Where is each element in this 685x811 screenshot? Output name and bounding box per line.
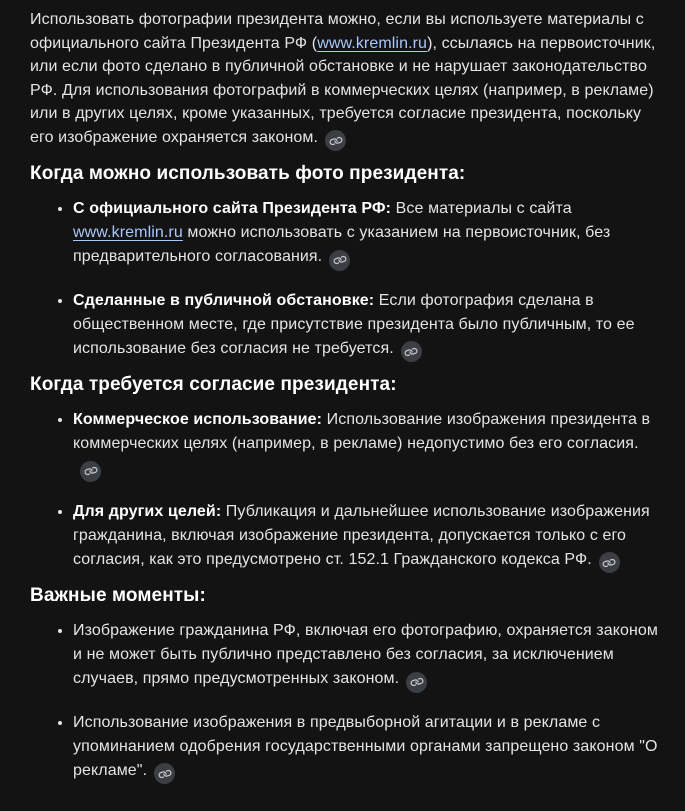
bullet-list-important-points bbox=[30, 619, 660, 784]
list-item bbox=[73, 711, 660, 785]
citation-link-button[interactable] bbox=[325, 130, 346, 151]
link-icon bbox=[409, 674, 425, 690]
intro-paragraph bbox=[30, 8, 660, 151]
bullet-list-consent-required bbox=[30, 408, 660, 573]
section-heading-when-allowed: Когда можно использовать фото президента: bbox=[30, 163, 466, 184]
list-item bbox=[73, 197, 660, 271]
link-icon bbox=[156, 765, 172, 781]
item-lead: Для других целей: bbox=[73, 502, 222, 520]
citation-link-button[interactable] bbox=[329, 250, 350, 271]
list-item bbox=[73, 408, 660, 482]
section-heading-important-points: Важные моменты: bbox=[30, 585, 206, 606]
intro-text: Использовать фотографии президента можно, если вы используете материалы с официального сайта Президента РФ ( bbox=[30, 11, 644, 52]
list-item bbox=[73, 500, 660, 574]
item-text: Все материалы с сайта bbox=[391, 200, 572, 217]
link-icon bbox=[601, 554, 617, 570]
citation-link-button[interactable] bbox=[406, 672, 427, 693]
bullet-list-when-allowed bbox=[30, 197, 660, 362]
link-icon bbox=[327, 132, 343, 148]
link-icon bbox=[332, 252, 348, 268]
section-heading-consent-required: Когда требуется согласие президента: bbox=[30, 374, 397, 395]
item-text: Если фотография сделана в общественном месте, где присутствие президента было публичным, то ее использование без согласия не требуется. bbox=[73, 291, 635, 357]
list-item bbox=[73, 289, 660, 363]
citation-link-button[interactable] bbox=[154, 763, 175, 784]
item-lead: С официального сайта Президента РФ: bbox=[73, 200, 392, 217]
item-text: Публикация и дальнейшее использование изображения гражданина, включая изображение президента, допускается только с его согласия, как это предусмотрено ст. 152.1 Гражданского кодекса РФ. bbox=[73, 502, 650, 568]
link-icon bbox=[403, 343, 419, 359]
kremlin-link[interactable]: www.kremlin.ru bbox=[317, 34, 428, 52]
citation-link-button[interactable] bbox=[80, 461, 101, 482]
intro-text: ), ссылаясь на первоисточник, или если фото сделано в публичной обстановке и не нарушает законодательство РФ. Для использования фотографий в коммерческих целях (например, в рекламе) или в других целях, кроме указанных, требуется согласие президента, поскольку его изображение охраняется законом. bbox=[30, 34, 656, 146]
item-lead: Коммерческое использование: bbox=[73, 411, 323, 428]
link-icon bbox=[82, 463, 98, 479]
kremlin-link[interactable]: www.kremlin.ru bbox=[73, 224, 183, 241]
item-text: можно использовать с указанием на первоисточник, без предварительного согласования. bbox=[73, 224, 611, 265]
item-lead: Сделанные в публичной обстановке: bbox=[73, 291, 375, 309]
item-text: Использование изображения президента в коммерческих целях (например, в рекламе) недопустимо без его согласия. bbox=[73, 411, 651, 452]
citation-link-button[interactable] bbox=[599, 552, 620, 573]
item-text: Использование изображения в предвыборной агитации и в рекламе с упоминанием одобрения государственными органами запрещено законом "О рекламе". bbox=[73, 713, 658, 779]
list-item bbox=[73, 619, 660, 693]
item-text: Изображение гражданина РФ, включая его фотографию, охраняется законом и не может быть публично представлено без согласия, за исключением случаев, прямо предусмотренных законом. bbox=[73, 622, 659, 687]
citation-link-button[interactable] bbox=[401, 341, 422, 362]
